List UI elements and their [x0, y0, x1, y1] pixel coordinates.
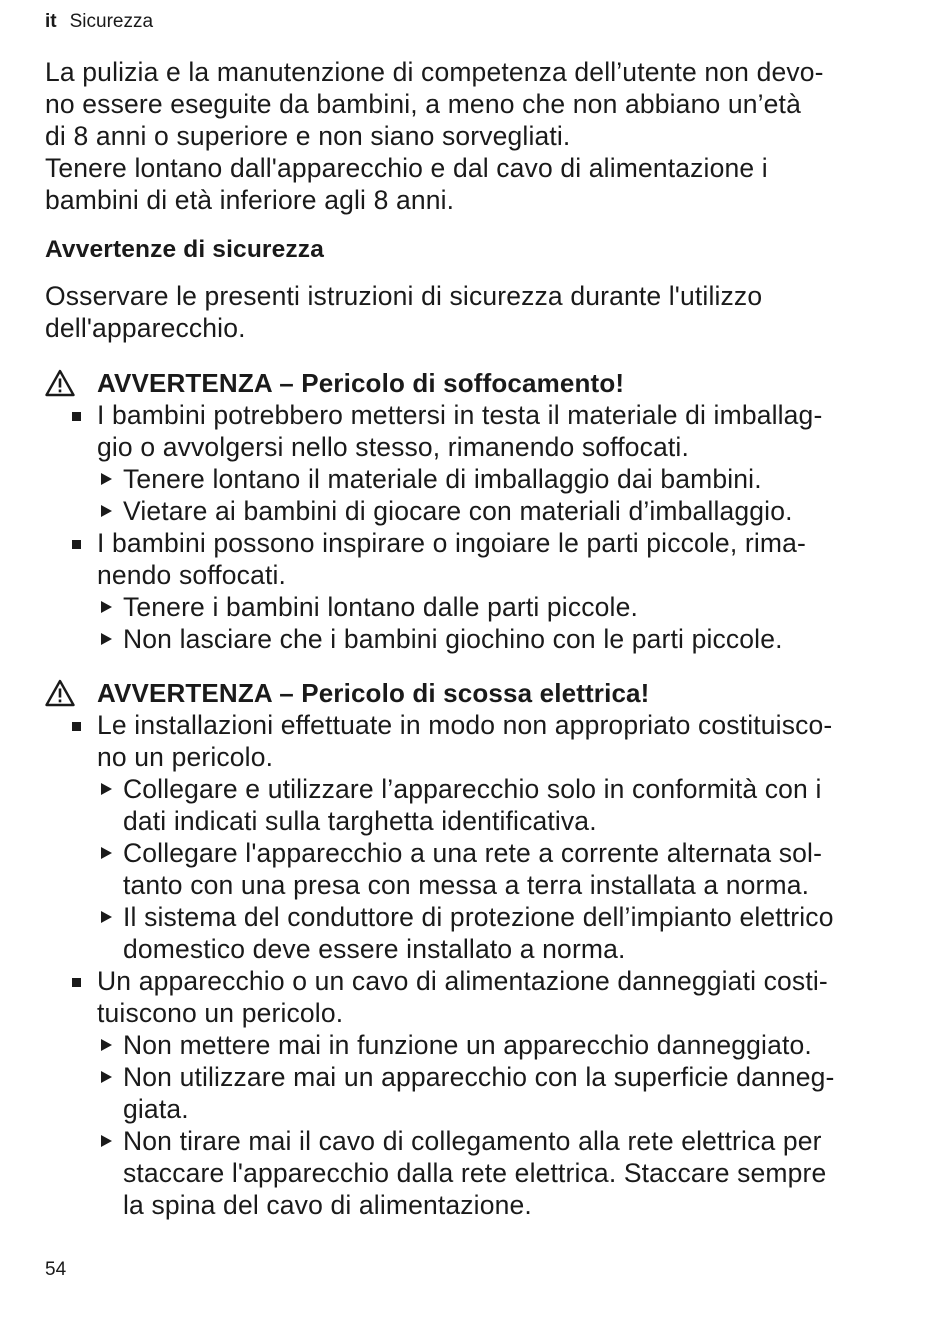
- text-line: I bambini possono inspirare o ingoiare le parti piccole, rima-: [97, 528, 806, 558]
- text-line: Non utilizzare mai un apparecchio con la superficie danneg-: [123, 1062, 835, 1092]
- bullet-square-icon: [72, 540, 81, 549]
- action-item: [45, 495, 905, 527]
- language-code: it: [45, 11, 57, 32]
- action-item: [45, 1125, 905, 1221]
- text-line: Tenere i bambini lontano dalle parti piccole.: [123, 592, 638, 622]
- running-header: [45, 10, 153, 34]
- warning-heading-text: AVVERTENZA – Pericolo di soffocamento!: [97, 368, 625, 398]
- text-line: gio o avvolgersi nello stesso, rimanendo soffocati.: [97, 432, 689, 462]
- hazard-item: [45, 965, 905, 1029]
- text-line: bambini di età inferiore agli 8 anni.: [45, 185, 455, 215]
- hazard-item: [45, 399, 905, 463]
- action-arrow-icon: [101, 601, 112, 613]
- text-line: Non tirare mai il cavo di collegamento alla rete elettrica per: [123, 1126, 822, 1156]
- text-line: dell'apparecchio.: [45, 313, 246, 343]
- text-line: la spina del cavo di alimentazione.: [123, 1190, 532, 1220]
- warning-heading-text: AVVERTENZA – Pericolo di scossa elettrica!: [97, 678, 650, 708]
- bullet-square-icon: [72, 412, 81, 421]
- hazard-item: [45, 527, 905, 591]
- text-line: Vietare ai bambini di giocare con materiali d’imballaggio.: [123, 496, 793, 526]
- warning-block-suffocation: [45, 367, 905, 655]
- text-line: Tenere lontano il materiale di imballaggio dai bambini.: [123, 464, 762, 494]
- text-line: giata.: [123, 1094, 189, 1124]
- warning-items: [45, 399, 905, 655]
- action-item: [45, 773, 905, 837]
- action-item: [45, 1061, 905, 1125]
- text-line: di 8 anni o superiore e non siano sorvegliati.: [45, 121, 571, 151]
- text-line: tuiscono un pericolo.: [97, 998, 344, 1028]
- warning-triangle-icon: [45, 679, 75, 707]
- text-line: tanto con una presa con messa a terra installata a norma.: [123, 870, 810, 900]
- text-line: no un pericolo.: [97, 742, 274, 772]
- text-line: La pulizia e la manutenzione di competenza dell’utente non devo-: [45, 57, 824, 87]
- text-line: staccare l'apparecchio dalla rete elettrica. Staccare sempre: [123, 1158, 827, 1188]
- text-line: nendo soffocati.: [97, 560, 287, 590]
- text-line: Un apparecchio o un cavo di alimentazione danneggiati costi-: [97, 966, 828, 996]
- action-arrow-icon: [101, 783, 112, 795]
- hazard-item: [45, 709, 905, 773]
- section-name: Sicurezza: [69, 11, 154, 32]
- text-line: dati indicati sulla targhetta identificativa.: [123, 806, 597, 836]
- text-line: no essere eseguite da bambini, a meno che non abbiano un’età: [45, 89, 801, 119]
- text-line: Tenere lontano dall'apparecchio e dal cavo di alimentazione i: [45, 153, 768, 183]
- safety-paragraph: [45, 280, 905, 344]
- text-line: Non lasciare che i bambini giochino con le parti piccole.: [123, 624, 783, 654]
- bullet-square-icon: [72, 722, 81, 731]
- action-arrow-icon: [101, 1071, 112, 1083]
- text-line: Non mettere mai in funzione un apparecchio danneggiato.: [123, 1030, 812, 1060]
- text-line: Osservare le presenti istruzioni di sicurezza durante l'utilizzo: [45, 281, 763, 311]
- action-item: [45, 1029, 905, 1061]
- intro-paragraph: [45, 56, 905, 216]
- text-line: Il sistema del conduttore di protezione dell’impianto elettrico: [123, 902, 834, 932]
- text-line: I bambini potrebbero mettersi in testa il materiale di imballag-: [97, 400, 823, 430]
- action-item: [45, 623, 905, 655]
- warning-block-electric-shock: [45, 677, 905, 1221]
- warning-items: [45, 709, 905, 1221]
- warning-triangle-icon: [45, 369, 75, 397]
- text-line: Collegare l'apparecchio a una rete a corrente alternata sol-: [123, 838, 823, 868]
- action-arrow-icon: [101, 505, 112, 517]
- text-line: Collegare e utilizzare l’apparecchio solo in conformità con i: [123, 774, 822, 804]
- text-line: domestico deve essere installato a norma.: [123, 934, 626, 964]
- action-arrow-icon: [101, 1039, 112, 1051]
- warning-heading: [45, 367, 905, 399]
- action-item: [45, 591, 905, 623]
- action-arrow-icon: [101, 911, 112, 923]
- page-content: [45, 56, 905, 1221]
- action-arrow-icon: [101, 633, 112, 645]
- action-item: [45, 837, 905, 901]
- action-arrow-icon: [101, 847, 112, 859]
- bullet-square-icon: [72, 978, 81, 987]
- section-title: Avvertenze di sicurezza: [45, 236, 324, 263]
- action-item: [45, 463, 905, 495]
- action-arrow-icon: [101, 1135, 112, 1147]
- action-item: [45, 901, 905, 965]
- action-arrow-icon: [101, 473, 112, 485]
- warning-heading: [45, 677, 905, 709]
- page-number: 54: [45, 1259, 67, 1280]
- text-line: Le installazioni effettuate in modo non appropriato costituisco-: [97, 710, 833, 740]
